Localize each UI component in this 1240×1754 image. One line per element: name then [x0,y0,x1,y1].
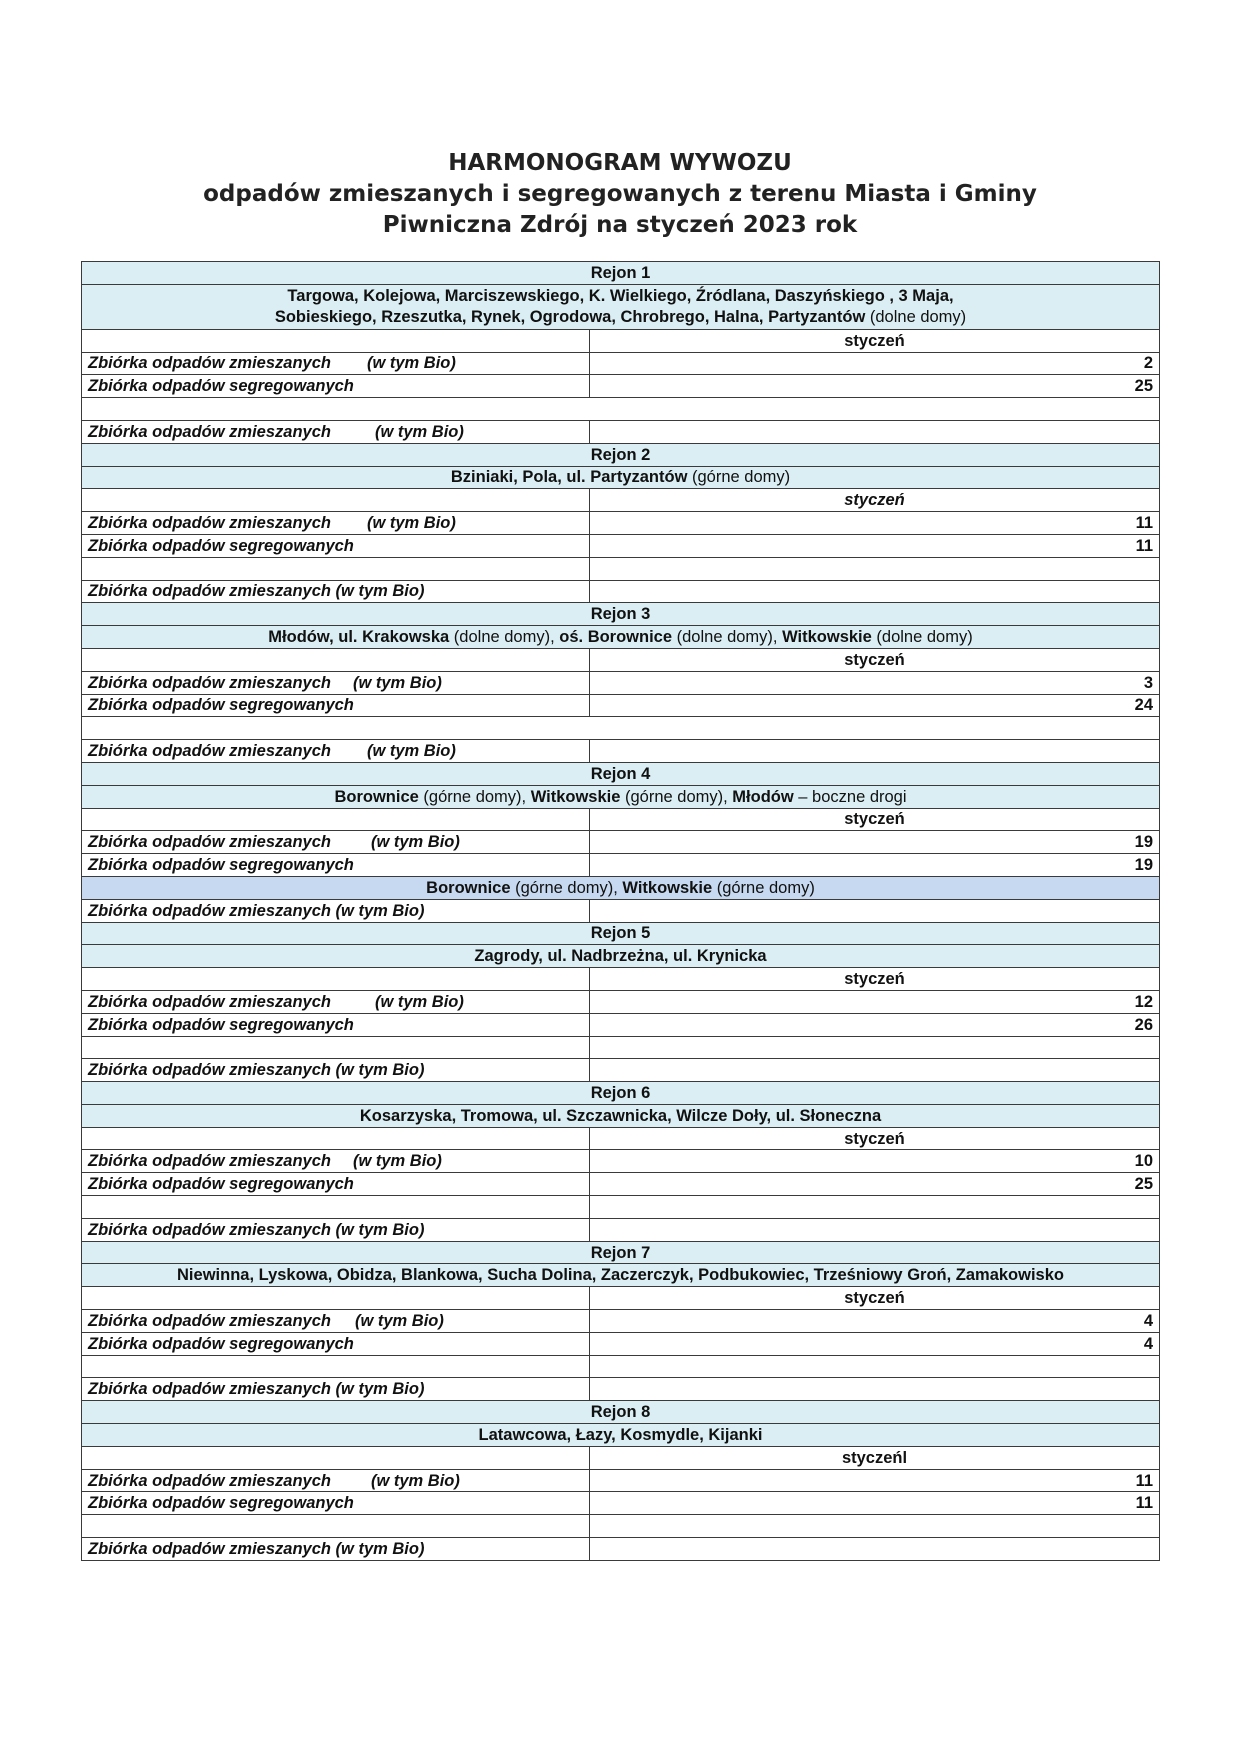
empty-cell [590,557,1160,580]
mixed-waste-label: Zbiórka odpadów zmieszanych (w tym Bio) [82,352,590,375]
table-row [82,352,1160,375]
segregated-waste-label: Zbiórka odpadów segregowanych [82,534,590,557]
title-line-1: HARMONOGRAM WYWOZU [448,150,792,176]
mixed-waste-day: 19 [590,831,1160,854]
region-8-streets-row [82,1424,1160,1447]
blank-row [82,398,1160,421]
blank-row [82,1036,1160,1059]
region-streets [82,284,1160,329]
region-title: Rejon 2 [82,443,1160,466]
empty-cell [82,1196,590,1219]
streets-line-1: Targowa, Kolejowa, Marciszewskiego, K. Wielkiego, Źródlana, Daszyńskiego , 3 Maja, [287,286,954,305]
segregated-waste-day: 11 [590,1492,1160,1515]
streets-line-2: Sobieskiego, Rzeszutka, Rynek, Ogrodowa, Chrobrego, Halna, Partyzantów [274,307,866,326]
region-title: Rejon 5 [82,922,1160,945]
segregated-waste-day: 26 [590,1013,1160,1036]
extra-mixed-waste-label: Zbiórka odpadów zmieszanych (w tym Bio) [82,740,590,763]
mixed-waste-day: 12 [590,990,1160,1013]
empty-cell [82,1446,590,1469]
table-row [82,420,1160,443]
region-streets: Młodów, ul. Krakowska (dolne domy), oś. Borownice (dolne domy), Witkowskie (dolne domy) [82,626,1160,649]
month-header: styczeń [590,489,1160,512]
blank-row [82,1355,1160,1378]
table-row [82,1332,1160,1355]
region-4-subheader-row [82,876,1160,899]
streets-note: (dolne domy) [865,307,967,326]
table-row [82,694,1160,717]
table-row [82,899,1160,922]
blank-row [82,1515,1160,1538]
extra-mixed-waste-day [590,1538,1160,1561]
month-header: styczeńl [590,1446,1160,1469]
extra-mixed-waste-label: Zbiórka odpadów zmieszanych (w tym Bio) [82,580,590,603]
mixed-waste-day: 11 [590,512,1160,535]
empty-cell [590,1355,1160,1378]
extra-mixed-waste-label: Zbiórka odpadów zmieszanych (w tym Bio) [82,1059,590,1082]
empty-cell [82,1127,590,1150]
empty-cell [82,1036,590,1059]
table-row [82,671,1160,694]
month-row [82,808,1160,831]
table-row [82,1059,1160,1082]
empty-cell [590,1196,1160,1219]
segregated-waste-day: 25 [590,375,1160,398]
month-header: styczeń [590,648,1160,671]
extra-mixed-waste-label: Zbiórka odpadów zmieszanych (w tym Bio) [82,420,590,443]
region-6-header-row [82,1082,1160,1105]
extra-mixed-waste-day [590,420,1160,443]
blank-row [82,1196,1160,1219]
month-header: styczeń [590,1127,1160,1150]
month-row [82,1287,1160,1310]
region-streets: Borownice (górne domy), Witkowskie (górne domy), Młodów – boczne drogi [82,785,1160,808]
region-7-streets-row [82,1264,1160,1287]
extra-mixed-waste-label: Zbiórka odpadów zmieszanych (w tym Bio) [82,1218,590,1241]
table-row [82,1150,1160,1173]
extra-mixed-waste-label: Zbiórka odpadów zmieszanych (w tym Bio) [82,899,590,922]
extra-mixed-waste-day [590,580,1160,603]
mixed-waste-label: Zbiórka odpadów zmieszanych (w tym Bio) [82,990,590,1013]
table-row [82,990,1160,1013]
mixed-waste-label: Zbiórka odpadów zmieszanych (w tym Bio) [82,1150,590,1173]
region-5-streets-row [82,945,1160,968]
extra-mixed-waste-day [590,899,1160,922]
region-streets: Zagrody, ul. Nadbrzeżna, ul. Krynicka [82,945,1160,968]
region-title: Rejon 4 [82,762,1160,785]
region-title: Rejon 7 [82,1241,1160,1264]
empty-cell [82,968,590,991]
region-5-header-row [82,922,1160,945]
mixed-waste-day: 2 [590,352,1160,375]
blank-row [82,717,1160,740]
mixed-waste-label: Zbiórka odpadów zmieszanych (w tym Bio) [82,512,590,535]
region-8-header-row [82,1401,1160,1424]
region-1-streets-row [82,284,1160,329]
month-header: styczeń [590,968,1160,991]
empty-cell [82,329,590,352]
region-streets: Latawcowa, Łazy, Kosmydle, Kijanki [82,1424,1160,1447]
extra-mixed-waste-day [590,1218,1160,1241]
segregated-waste-day: 24 [590,694,1160,717]
region-7-header-row [82,1241,1160,1264]
month-row [82,648,1160,671]
empty-cell [590,1036,1160,1059]
segregated-waste-label: Zbiórka odpadów segregowanych [82,1492,590,1515]
month-row [82,968,1160,991]
empty-cell [82,489,590,512]
segregated-waste-label: Zbiórka odpadów segregowanych [82,854,590,877]
table-row [82,1538,1160,1561]
segregated-waste-label: Zbiórka odpadów segregowanych [82,1332,590,1355]
segregated-waste-label: Zbiórka odpadów segregowanych [82,1013,590,1036]
segregated-waste-label: Zbiórka odpadów segregowanych [82,1173,590,1196]
month-row [82,1446,1160,1469]
table-row [82,580,1160,603]
schedule-table [81,261,1160,1561]
table-row [82,854,1160,877]
table-row [82,831,1160,854]
empty-cell [82,398,1160,421]
empty-cell [82,1515,590,1538]
title-line-2: odpadów zmieszanych i segregowanych z terenu Miasta i Gminy [203,181,1037,207]
blank-row [82,557,1160,580]
mixed-waste-label: Zbiórka odpadów zmieszanych (w tym Bio) [82,671,590,694]
extra-mixed-waste-day [590,1059,1160,1082]
month-row [82,1127,1160,1150]
empty-cell [82,648,590,671]
mixed-waste-label: Zbiórka odpadów zmieszanych (w tym Bio) [82,1469,590,1492]
table-row [82,1173,1160,1196]
month-header: styczeń [590,1287,1160,1310]
empty-cell [82,1355,590,1378]
region-4-header-row [82,762,1160,785]
table-row [82,512,1160,535]
region-substreets: Borownice (górne domy), Witkowskie (górne domy) [82,876,1160,899]
mixed-waste-day: 11 [590,1469,1160,1492]
region-6-streets-row [82,1104,1160,1127]
region-3-streets-row [82,626,1160,649]
region-title: Rejon 8 [82,1401,1160,1424]
mixed-waste-day: 4 [590,1310,1160,1333]
table-row [82,1492,1160,1515]
table-row [82,375,1160,398]
empty-cell [82,1287,590,1310]
region-streets: Niewinna, Lyskowa, Obidza, Blankowa, Sucha Dolina, Zaczerczyk, Podbukowiec, Trześniowy Groń, Zamakowisko [82,1264,1160,1287]
empty-cell [590,1515,1160,1538]
extra-mixed-waste-day [590,1378,1160,1401]
empty-cell [82,808,590,831]
region-streets: Kosarzyska, Tromowa, ul. Szczawnicka, Wilcze Doły, ul. Słoneczna [82,1104,1160,1127]
extra-mixed-waste-day [590,740,1160,763]
region-title: Rejon 6 [82,1082,1160,1105]
table-row [82,1310,1160,1333]
region-3-header-row [82,603,1160,626]
mixed-waste-label: Zbiórka odpadów zmieszanych (w tym Bio) [82,831,590,854]
region-streets: Bziniaki, Pola, ul. Partyzantów (górne domy) [82,466,1160,489]
segregated-waste-label: Zbiórka odpadów segregowanych [82,694,590,717]
empty-cell [82,557,590,580]
segregated-waste-day: 4 [590,1332,1160,1355]
region-1-header-row [82,262,1160,285]
mixed-waste-day: 10 [590,1150,1160,1173]
segregated-waste-label: Zbiórka odpadów segregowanych [82,375,590,398]
month-header: styczeń [590,329,1160,352]
empty-cell [82,717,1160,740]
table-row [82,534,1160,557]
region-title: Rejon 1 [82,262,1160,285]
month-row [82,489,1160,512]
segregated-waste-day: 25 [590,1173,1160,1196]
extra-mixed-waste-label: Zbiórka odpadów zmieszanych (w tym Bio) [82,1538,590,1561]
mixed-waste-day: 3 [590,671,1160,694]
table-row [82,1013,1160,1036]
region-2-header-row [82,443,1160,466]
table-row [82,740,1160,763]
table-row [82,1469,1160,1492]
extra-mixed-waste-label: Zbiórka odpadów zmieszanych (w tym Bio) [82,1378,590,1401]
region-title: Rejon 3 [82,603,1160,626]
segregated-waste-day: 19 [590,854,1160,877]
month-row [82,329,1160,352]
mixed-waste-label: Zbiórka odpadów zmieszanych (w tym Bio) [82,1310,590,1333]
document-title [0,148,1240,241]
table-row [82,1218,1160,1241]
title-line-3: Piwniczna Zdrój na styczeń 2023 rok [382,212,858,238]
segregated-waste-day: 11 [590,534,1160,557]
month-header: styczeń [590,808,1160,831]
region-2-streets-row [82,466,1160,489]
region-4-streets-row [82,785,1160,808]
table-row [82,1378,1160,1401]
